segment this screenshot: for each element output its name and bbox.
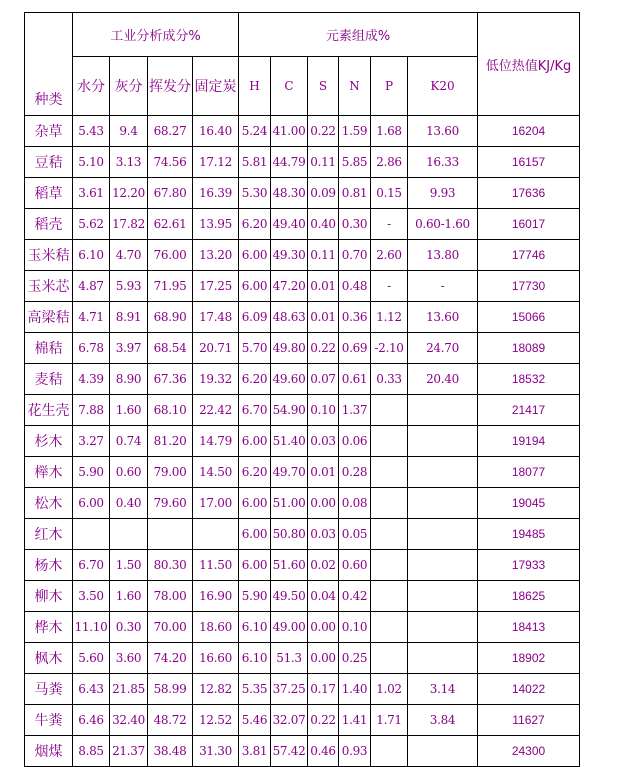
- table-container: [24, 12, 580, 767]
- cell-n: 1.41: [339, 705, 371, 736]
- table-row: [25, 581, 580, 612]
- cell-n: 0.42: [339, 581, 371, 612]
- cell-volatile: [148, 519, 193, 550]
- cell-h: 6.20: [239, 209, 271, 240]
- cell-k2o: -: [408, 271, 478, 302]
- cell-heat-value: 16157: [478, 147, 580, 178]
- table-row: [25, 643, 580, 674]
- cell-fixed-carbon: 12.52: [193, 705, 239, 736]
- cell-heat-value: 15066: [478, 302, 580, 333]
- table-row: [25, 178, 580, 209]
- cell-h: 6.00: [239, 550, 271, 581]
- cell-heat-value: 19485: [478, 519, 580, 550]
- cell-volatile: 67.36: [148, 364, 193, 395]
- cell-s: 0.40: [308, 209, 339, 240]
- col-header-p: P: [371, 57, 408, 116]
- cell-fixed-carbon: 16.60: [193, 643, 239, 674]
- industrial-analysis-header: 工业分析成分%: [73, 13, 239, 57]
- cell-s: 0.03: [308, 519, 339, 550]
- cell-p: -2.10: [371, 333, 408, 364]
- cell-kind: 稻壳: [25, 209, 73, 240]
- cell-s: 0.46: [308, 736, 339, 767]
- cell-kind: 花生壳: [25, 395, 73, 426]
- col-header-volatile: 挥发分: [148, 57, 193, 116]
- cell-ash: 21.37: [110, 736, 148, 767]
- cell-n: 1.37: [339, 395, 371, 426]
- cell-moisture: 5.43: [73, 116, 110, 147]
- cell-h: 6.20: [239, 457, 271, 488]
- cell-fixed-carbon: 14.79: [193, 426, 239, 457]
- cell-heat-value: 24300: [478, 736, 580, 767]
- cell-p: -: [371, 209, 408, 240]
- cell-k2o: 20.40: [408, 364, 478, 395]
- cell-fixed-carbon: 18.60: [193, 612, 239, 643]
- cell-ash: 21.85: [110, 674, 148, 705]
- cell-heat-value: 16204: [478, 116, 580, 147]
- cell-fixed-carbon: 16.39: [193, 178, 239, 209]
- cell-kind: 榉木: [25, 457, 73, 488]
- cell-moisture: 3.27: [73, 426, 110, 457]
- cell-h: 3.81: [239, 736, 271, 767]
- cell-volatile: 79.60: [148, 488, 193, 519]
- cell-ash: 5.93: [110, 271, 148, 302]
- cell-k2o: 0.60-1.60: [408, 209, 478, 240]
- cell-ash: 32.40: [110, 705, 148, 736]
- cell-h: 6.00: [239, 488, 271, 519]
- cell-volatile: 79.00: [148, 457, 193, 488]
- cell-k2o: 24.70: [408, 333, 478, 364]
- cell-p: 0.33: [371, 364, 408, 395]
- cell-s: 0.03: [308, 426, 339, 457]
- cell-fixed-carbon: 22.42: [193, 395, 239, 426]
- cell-fixed-carbon: 16.90: [193, 581, 239, 612]
- cell-ash: 8.91: [110, 302, 148, 333]
- cell-volatile: 48.72: [148, 705, 193, 736]
- cell-h: 5.81: [239, 147, 271, 178]
- table-row: [25, 240, 580, 271]
- kind-header: 种类: [25, 13, 73, 116]
- cell-h: 6.09: [239, 302, 271, 333]
- cell-h: 6.00: [239, 426, 271, 457]
- cell-kind: 桦木: [25, 612, 73, 643]
- cell-heat-value: 18077: [478, 457, 580, 488]
- cell-ash: 3.13: [110, 147, 148, 178]
- cell-c: 51.3: [271, 643, 308, 674]
- cell-n: 1.40: [339, 674, 371, 705]
- cell-c: 49.50: [271, 581, 308, 612]
- cell-c: 37.25: [271, 674, 308, 705]
- table-row: [25, 271, 580, 302]
- cell-n: 0.25: [339, 643, 371, 674]
- col-header-k2o: K20: [408, 57, 478, 116]
- cell-n: 0.10: [339, 612, 371, 643]
- cell-ash: 0.60: [110, 457, 148, 488]
- table-row: [25, 209, 580, 240]
- cell-k2o: 9.93: [408, 178, 478, 209]
- cell-heat-value: 18413: [478, 612, 580, 643]
- cell-kind: 稻草: [25, 178, 73, 209]
- cell-volatile: 81.20: [148, 426, 193, 457]
- cell-kind: 玉米秸: [25, 240, 73, 271]
- cell-moisture: 4.87: [73, 271, 110, 302]
- cell-s: 0.11: [308, 147, 339, 178]
- cell-s: 0.07: [308, 364, 339, 395]
- cell-moisture: 6.43: [73, 674, 110, 705]
- cell-k2o: 13.80: [408, 240, 478, 271]
- cell-p: 0.15: [371, 178, 408, 209]
- cell-volatile: 68.90: [148, 302, 193, 333]
- table-row: [25, 457, 580, 488]
- cell-p: 2.60: [371, 240, 408, 271]
- cell-s: 0.00: [308, 643, 339, 674]
- cell-c: 47.20: [271, 271, 308, 302]
- cell-ash: 8.90: [110, 364, 148, 395]
- cell-c: 41.00: [271, 116, 308, 147]
- cell-volatile: 67.80: [148, 178, 193, 209]
- cell-fixed-carbon: 19.32: [193, 364, 239, 395]
- cell-h: 6.00: [239, 519, 271, 550]
- cell-n: 0.69: [339, 333, 371, 364]
- cell-volatile: 76.00: [148, 240, 193, 271]
- cell-fixed-carbon: 12.82: [193, 674, 239, 705]
- cell-c: 49.30: [271, 240, 308, 271]
- cell-heat-value: 17636: [478, 178, 580, 209]
- table-row: [25, 395, 580, 426]
- cell-s: 0.22: [308, 116, 339, 147]
- cell-moisture: 6.10: [73, 240, 110, 271]
- cell-h: 6.00: [239, 240, 271, 271]
- cell-ash: 0.40: [110, 488, 148, 519]
- cell-kind: 高梁秸: [25, 302, 73, 333]
- cell-fixed-carbon: [193, 519, 239, 550]
- cell-heat-value: 17746: [478, 240, 580, 271]
- cell-heat-value: 21417: [478, 395, 580, 426]
- cell-ash: 1.50: [110, 550, 148, 581]
- cell-volatile: 38.48: [148, 736, 193, 767]
- cell-moisture: 4.39: [73, 364, 110, 395]
- cell-kind: 枫木: [25, 643, 73, 674]
- table-row: [25, 705, 580, 736]
- cell-fixed-carbon: 17.12: [193, 147, 239, 178]
- cell-kind: 杨木: [25, 550, 73, 581]
- cell-s: 0.22: [308, 333, 339, 364]
- cell-heat-value: 18902: [478, 643, 580, 674]
- table-row: [25, 488, 580, 519]
- table-row: [25, 519, 580, 550]
- cell-p: -: [371, 271, 408, 302]
- cell-moisture: 5.10: [73, 147, 110, 178]
- cell-n: 0.08: [339, 488, 371, 519]
- cell-p: 2.86: [371, 147, 408, 178]
- cell-k2o: 13.60: [408, 116, 478, 147]
- cell-moisture: 8.85: [73, 736, 110, 767]
- col-header-moisture: 水分: [73, 57, 110, 116]
- cell-n: 0.70: [339, 240, 371, 271]
- cell-moisture: 6.00: [73, 488, 110, 519]
- cell-n: 0.06: [339, 426, 371, 457]
- table-row: [25, 147, 580, 178]
- cell-moisture: [73, 519, 110, 550]
- cell-k2o: [408, 519, 478, 550]
- cell-heat-value: 11627: [478, 705, 580, 736]
- cell-moisture: 4.71: [73, 302, 110, 333]
- cell-heat-value: 18625: [478, 581, 580, 612]
- cell-s: 0.17: [308, 674, 339, 705]
- cell-k2o: 3.14: [408, 674, 478, 705]
- col-header-s: S: [308, 57, 339, 116]
- cell-c: 48.63: [271, 302, 308, 333]
- col-header-h: H: [239, 57, 271, 116]
- cell-k2o: [408, 395, 478, 426]
- cell-ash: 1.60: [110, 395, 148, 426]
- table-row: [25, 612, 580, 643]
- cell-fixed-carbon: 20.71: [193, 333, 239, 364]
- cell-moisture: 6.46: [73, 705, 110, 736]
- cell-p: [371, 581, 408, 612]
- cell-c: 50.80: [271, 519, 308, 550]
- cell-heat-value: 18089: [478, 333, 580, 364]
- cell-kind: 豆秸: [25, 147, 73, 178]
- cell-heat-value: 16017: [478, 209, 580, 240]
- cell-k2o: 13.60: [408, 302, 478, 333]
- cell-p: 1.71: [371, 705, 408, 736]
- cell-c: 49.80: [271, 333, 308, 364]
- cell-n: 5.85: [339, 147, 371, 178]
- table-row: [25, 302, 580, 333]
- cell-s: 0.01: [308, 271, 339, 302]
- cell-heat-value: 17933: [478, 550, 580, 581]
- cell-volatile: 74.56: [148, 147, 193, 178]
- cell-h: 6.00: [239, 271, 271, 302]
- cell-s: 0.11: [308, 240, 339, 271]
- cell-k2o: 3.84: [408, 705, 478, 736]
- cell-fixed-carbon: 31.30: [193, 736, 239, 767]
- cell-heat-value: 19194: [478, 426, 580, 457]
- cell-n: 1.59: [339, 116, 371, 147]
- cell-n: 0.81: [339, 178, 371, 209]
- cell-s: 0.04: [308, 581, 339, 612]
- cell-s: 0.10: [308, 395, 339, 426]
- cell-heat-value: 17730: [478, 271, 580, 302]
- cell-kind: 玉米芯: [25, 271, 73, 302]
- cell-s: 0.00: [308, 612, 339, 643]
- cell-moisture: 6.78: [73, 333, 110, 364]
- cell-ash: 4.70: [110, 240, 148, 271]
- cell-kind: 杉木: [25, 426, 73, 457]
- cell-ash: 0.30: [110, 612, 148, 643]
- cell-moisture: 6.70: [73, 550, 110, 581]
- cell-p: 1.68: [371, 116, 408, 147]
- cell-ash: 0.74: [110, 426, 148, 457]
- cell-p: [371, 519, 408, 550]
- cell-h: 6.20: [239, 364, 271, 395]
- cell-n: 0.60: [339, 550, 371, 581]
- cell-p: [371, 612, 408, 643]
- cell-kind: 柳木: [25, 581, 73, 612]
- cell-c: 57.42: [271, 736, 308, 767]
- col-header-ash: 灰分: [110, 57, 148, 116]
- cell-n: 0.30: [339, 209, 371, 240]
- cell-s: 0.00: [308, 488, 339, 519]
- cell-moisture: 3.61: [73, 178, 110, 209]
- cell-n: 0.61: [339, 364, 371, 395]
- cell-c: 49.00: [271, 612, 308, 643]
- table-row: [25, 333, 580, 364]
- cell-s: 0.01: [308, 457, 339, 488]
- cell-moisture: 11.10: [73, 612, 110, 643]
- biomass-composition-table: [24, 12, 580, 767]
- cell-c: 49.60: [271, 364, 308, 395]
- cell-fixed-carbon: 13.20: [193, 240, 239, 271]
- cell-moisture: 5.90: [73, 457, 110, 488]
- table-row: [25, 674, 580, 705]
- element-composition-header: 元素组成%: [239, 13, 478, 57]
- cell-volatile: 68.54: [148, 333, 193, 364]
- cell-moisture: 3.50: [73, 581, 110, 612]
- cell-volatile: 68.27: [148, 116, 193, 147]
- cell-fixed-carbon: 13.95: [193, 209, 239, 240]
- cell-heat-value: 18532: [478, 364, 580, 395]
- cell-k2o: [408, 612, 478, 643]
- cell-fixed-carbon: 11.50: [193, 550, 239, 581]
- cell-volatile: 62.61: [148, 209, 193, 240]
- table-row: [25, 550, 580, 581]
- col-header-fixed-carbon: 固定炭: [193, 57, 239, 116]
- cell-h: 5.90: [239, 581, 271, 612]
- cell-fixed-carbon: 17.48: [193, 302, 239, 333]
- cell-p: [371, 426, 408, 457]
- cell-s: 0.01: [308, 302, 339, 333]
- heat-value-header: 低位热值KJ/Kg: [478, 13, 580, 116]
- header-row-group: [25, 13, 580, 57]
- cell-fixed-carbon: 16.40: [193, 116, 239, 147]
- cell-c: 49.70: [271, 457, 308, 488]
- cell-volatile: 70.00: [148, 612, 193, 643]
- cell-c: 51.00: [271, 488, 308, 519]
- cell-kind: 麦秸: [25, 364, 73, 395]
- cell-kind: 烟煤: [25, 736, 73, 767]
- cell-h: 5.70: [239, 333, 271, 364]
- cell-fixed-carbon: 17.25: [193, 271, 239, 302]
- cell-volatile: 80.30: [148, 550, 193, 581]
- cell-ash: [110, 519, 148, 550]
- cell-n: 0.93: [339, 736, 371, 767]
- cell-h: 6.10: [239, 612, 271, 643]
- cell-n: 0.48: [339, 271, 371, 302]
- cell-k2o: [408, 426, 478, 457]
- col-header-n: N: [339, 57, 371, 116]
- cell-ash: 3.60: [110, 643, 148, 674]
- cell-volatile: 74.20: [148, 643, 193, 674]
- cell-p: 1.12: [371, 302, 408, 333]
- cell-fixed-carbon: 14.50: [193, 457, 239, 488]
- cell-c: 54.90: [271, 395, 308, 426]
- table-row: [25, 364, 580, 395]
- cell-ash: 9.4: [110, 116, 148, 147]
- cell-moisture: 5.62: [73, 209, 110, 240]
- cell-p: [371, 457, 408, 488]
- cell-volatile: 68.10: [148, 395, 193, 426]
- cell-h: 6.70: [239, 395, 271, 426]
- cell-h: 5.35: [239, 674, 271, 705]
- table-row: [25, 426, 580, 457]
- cell-k2o: [408, 457, 478, 488]
- cell-heat-value: 14022: [478, 674, 580, 705]
- cell-fixed-carbon: 17.00: [193, 488, 239, 519]
- cell-k2o: [408, 581, 478, 612]
- cell-volatile: 58.99: [148, 674, 193, 705]
- cell-kind: 红木: [25, 519, 73, 550]
- cell-c: 48.30: [271, 178, 308, 209]
- cell-kind: 杂草: [25, 116, 73, 147]
- cell-s: 0.09: [308, 178, 339, 209]
- cell-p: [371, 550, 408, 581]
- cell-h: 5.30: [239, 178, 271, 209]
- cell-p: 1.02: [371, 674, 408, 705]
- cell-h: 5.24: [239, 116, 271, 147]
- cell-kind: 马粪: [25, 674, 73, 705]
- col-header-c: C: [271, 57, 308, 116]
- cell-kind: 松木: [25, 488, 73, 519]
- cell-c: 49.40: [271, 209, 308, 240]
- cell-h: 6.10: [239, 643, 271, 674]
- cell-moisture: 5.60: [73, 643, 110, 674]
- cell-k2o: [408, 488, 478, 519]
- cell-k2o: [408, 550, 478, 581]
- cell-heat-value: 19045: [478, 488, 580, 519]
- cell-ash: 3.97: [110, 333, 148, 364]
- cell-kind: 牛粪: [25, 705, 73, 736]
- cell-ash: 17.82: [110, 209, 148, 240]
- cell-p: [371, 488, 408, 519]
- cell-c: 51.40: [271, 426, 308, 457]
- cell-h: 5.46: [239, 705, 271, 736]
- cell-s: 0.22: [308, 705, 339, 736]
- cell-kind: 棉秸: [25, 333, 73, 364]
- cell-ash: 12.20: [110, 178, 148, 209]
- cell-volatile: 71.95: [148, 271, 193, 302]
- cell-c: 51.60: [271, 550, 308, 581]
- cell-volatile: 78.00: [148, 581, 193, 612]
- table-row: [25, 116, 580, 147]
- cell-ash: 1.60: [110, 581, 148, 612]
- cell-c: 44.79: [271, 147, 308, 178]
- cell-k2o: 16.33: [408, 147, 478, 178]
- cell-p: [371, 643, 408, 674]
- cell-k2o: [408, 643, 478, 674]
- cell-c: 32.07: [271, 705, 308, 736]
- cell-n: 0.36: [339, 302, 371, 333]
- cell-n: 0.28: [339, 457, 371, 488]
- cell-p: [371, 395, 408, 426]
- cell-s: 0.02: [308, 550, 339, 581]
- cell-moisture: 7.88: [73, 395, 110, 426]
- cell-n: 0.05: [339, 519, 371, 550]
